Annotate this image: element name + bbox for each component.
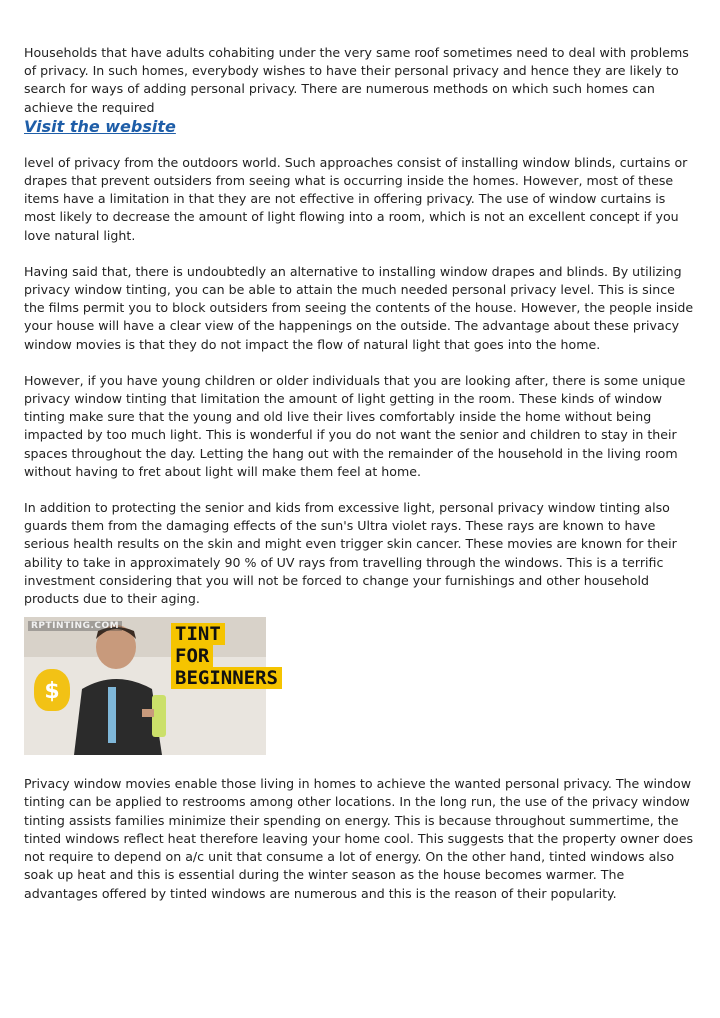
paragraph-4: However, if you have young children or older individuals that you are looking after, there is some unique privacy window tinting that limitation the amount of light getting in the room. These kinds of window tinting make sure that the young and old live their lives comfortably inside the home without being impacted by too much light. This is wonderful if you do not want the senior and children to stay in their spaces throughout the day. Letting the hang out with the remainder of the household in the living room without having to fret about light will make them feel at home. [24, 372, 686, 479]
visit-website-link[interactable]: Visit the website [24, 116, 176, 136]
money-bag-icon: $ [34, 669, 70, 711]
paragraph-5: In addition to protecting the senior and kids from excessive light, personal privacy window tinting also guards them from the damaging effects of the sun's Ultra violet rays. These rays are known to have serious health results on the skin and might even trigger skin cancer. These movies are known for their ability to take in approximately 90 % of UV rays from travelling through the windows. This is a terrific investment considering that you will not be forced to change your furnishings and other household products due to their aging. [24, 500, 677, 607]
paragraph-2: level of privacy from the outdoors world. Such approaches consist of installing window blinds, curtains or drapes that prevent outsiders from seeing what is occurring inside the homes. However, most of these items have a limitation in that they are not effective in offering privacy. The use of window curtains is most likely to decrease the amount of light flowing into a room, which is not an excellent concept if you love natural light. [24, 154, 688, 243]
banner-line-1: TINT [171, 623, 225, 645]
spray-bottle [152, 695, 166, 737]
banner-line-3: BEGINNERS [171, 667, 282, 689]
article-image [24, 617, 278, 755]
banner-line-2: FOR [171, 645, 213, 667]
article [24, 44, 696, 903]
site-logo: RPTINTING.COM [28, 621, 122, 631]
paragraph-6: Privacy window movies enable those living in homes to achieve the wanted personal privacy. The window tinting can be applied to restrooms among other locations. In the long run, the use of the privacy window tinting assists families minimize their spending on energy. This is because throughout summertime, the tinted windows reflect heat therefore leaving your home cool. This suggests that the property owner does not require to depend on a/c unit that consume a lot of energy. On the other hand, tinted windows also soak up heat and this is essential during the winter season as the house becomes warmer. The advantages offered by tinted windows are numerous and this is the reason of their popularity. [24, 776, 694, 901]
paragraph-3: Having said that, there is undoubtedly an alternative to installing window drapes and blinds. By utilizing privacy window tinting, you can be able to attain the much needed personal privacy level. This is since the films permit you to block outsiders from seeing the contents of the house. However, the people inside your house will have a clear view of the happenings on the outside. The advantage about these privacy window movies is that they do not impact the flow of natural light that goes into the home. [24, 263, 694, 352]
paragraph-1: Households that have adults cohabiting under the very same roof sometimes need to deal with problems of privacy. In such homes, everybody wishes to have their personal privacy and hence they are likely to search for ways of adding personal privacy. There are numerous methods on which such homes can achieve the required [24, 45, 689, 115]
